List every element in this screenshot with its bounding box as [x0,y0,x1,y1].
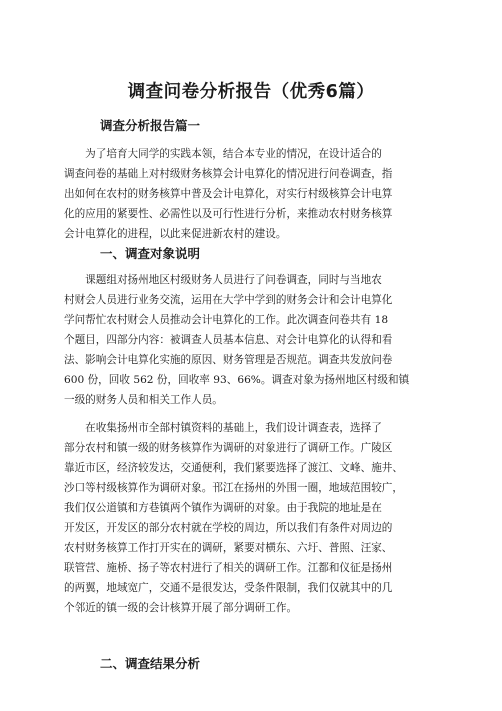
text-line: 化的应用的紧要性、必需性以及可行性进行分析，来推动农村财务核算 [64,208,393,220]
text-line: 课题组对扬州地区村级财务人员进行了问卷调查，同时与当地农 [64,274,382,286]
text-line: 部分农村和镇一级的财务核算作为调研的对象进行了调研工作。广陵区 [64,442,393,454]
text-line: 我们仅公道镇和方巷镇两个镇作为调研的对象。由于我院的地址是在 [64,502,382,514]
text-line: 的两翼，地域宽广，交通不是很发达，受条件限制，我们仅就其中的几 [64,582,393,594]
heading-results-analysis: 二、调查结果分析 [100,656,201,671]
text-line: 一级的财务人员和相关工作人员。 [64,394,223,406]
document-title: 调查问卷分析报告（优秀6篇） [127,82,375,102]
text-line: 农村财务核算工作打开实在的调研，紧要对横东、六圩、普照、汪家、 [64,542,393,554]
text-line: 开发区，开发区的部分农村就在学校的周边，所以我们有条件对周边的 [64,522,393,534]
text-line: 个邻近的镇一级的会计核算开展了部分调研工作。 [64,602,298,614]
text-line: 会计电算化的进程，以此来促进新农村的建设。 [64,228,287,240]
text-line: 在收集扬州市全部村镇资料的基础上，我们设计调查表，选择了 [64,422,382,434]
heading-survey-subjects: 一、调查对象说明 [100,246,201,261]
text-line: 个题目，四部分内容：被调查人员基本信息、对会计电算化的认得和看 [64,334,393,346]
section-heading: 调查分析报告篇一 [100,118,201,133]
text-line: 600 份，回收 562 份，回收率 93、66%。调查对象为扬州地区村级和镇 [64,374,410,386]
text-line: 沙口等村级核算作为调研对象。邗江在扬州的外围一圈，地域范围较广， [64,482,403,494]
paragraph-subjects [64,270,444,410]
text-line: 联管营、施桥、扬子等农村进行了相关的调研工作。江都和仪征是扬州 [64,562,393,574]
text-line: 学问帮忙农村财会人员推动会计电算化的工作。此次调查问卷共有 18 [64,314,389,326]
paragraph-intro [64,144,444,244]
text-line: 为了培育大同学的实践本领，结合本专业的情况，在设计适合的 [64,148,382,160]
text-line: 法、影响会计电算化实施的原因、财务管理是否规范。调查共发放问卷 [64,354,393,366]
text-line: 出如何在农村的财务核算中普及会计电算化，对实行村级核算会计电算 [64,188,393,200]
paragraph-research [64,418,444,618]
text-line: 调查问卷的基础上对村级财务核算会计电算化的情况进行问卷调查，指 [64,168,393,180]
text-line: 村财会人员进行业务交流，运用在大学中学到的财务会计和会计电算化 [64,294,393,306]
text-line: 靠近市区，经济较发达，交通便利，我们紧要选择了渡江、文峰、施井、 [64,462,403,474]
